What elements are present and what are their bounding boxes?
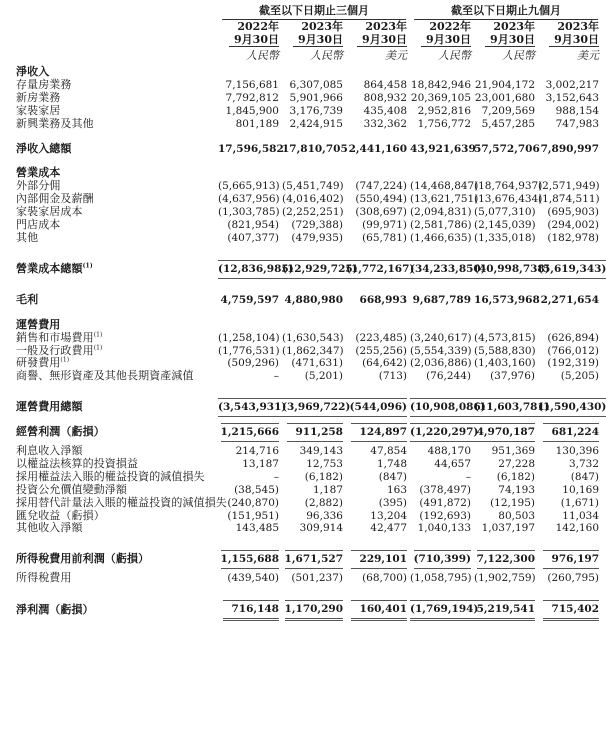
- row-label: 營業成本總額$^{(1)}$: [16, 261, 93, 275]
- col-currency: 美元: [346, 46, 410, 66]
- value-cell: 47,854: [370, 445, 408, 458]
- value-cell: –: [465, 470, 472, 483]
- value-cell: 214,716: [235, 445, 279, 458]
- value-cell: (1,335,018): [474, 231, 536, 244]
- statement-row-impairment-goodwill: [2, 370, 602, 383]
- statement-row-gross-profit: [2, 294, 602, 307]
- statement-row-total-opex: [2, 395, 602, 420]
- value-cell: (11,603,781): [474, 395, 538, 420]
- value-cell: (34,233,850): [410, 257, 474, 282]
- row-label: 採用權益法入賬的權益投資的減值損失: [16, 469, 205, 483]
- value-cell: 911,258: [282, 420, 346, 445]
- value-cell: (713): [378, 370, 408, 383]
- row-label: 商譽、無形資產及其他長期資產減值: [16, 369, 194, 383]
- statement-row-g-and-a: [2, 345, 602, 358]
- value-cell: 42,477: [370, 522, 408, 535]
- value-cell: 3,732: [568, 457, 600, 470]
- value-cell: 3,176,739: [289, 104, 343, 117]
- value-cell: 43,921,639: [410, 142, 476, 155]
- value-cell: (1,862,347): [282, 344, 344, 357]
- row-label: 一般及行政費用$^{(1)}$: [16, 343, 103, 357]
- value-cell: 1,215,666: [218, 420, 282, 445]
- value-cell: (151,951): [227, 509, 279, 522]
- value-cell: 9,687,789: [412, 293, 472, 306]
- value-cell: (68,700): [362, 572, 408, 585]
- row-label: 經營利潤（虧損）: [16, 425, 105, 439]
- value-cell: 16,573,968: [474, 293, 540, 306]
- value-cell: 18,842,946: [410, 78, 472, 91]
- value-cell: 1,170,290: [282, 597, 346, 624]
- value-cell: 160,401: [346, 597, 410, 624]
- value-cell: (395): [378, 496, 408, 509]
- row-label: 毛利: [16, 292, 39, 306]
- value-cell: 4,880,980: [284, 293, 343, 306]
- value-cell: 864,458: [363, 78, 408, 91]
- row-label: 外部分佣: [16, 179, 61, 193]
- value-cell: 5,219,541: [474, 597, 538, 624]
- value-cell: (76,244): [426, 370, 472, 383]
- value-cell: (5,201): [304, 370, 343, 383]
- statement-row-emerging: [2, 118, 602, 131]
- value-cell: 808,932: [363, 91, 408, 104]
- value-cell: 1,037,197: [481, 522, 536, 535]
- row-label: 所得稅費用前利潤（虧損）: [16, 552, 150, 566]
- value-cell: (294,002): [547, 219, 600, 232]
- section-heading: 運營費用: [16, 317, 61, 331]
- statement-row-renovation-cost: [2, 206, 602, 219]
- value-cell: 6,307,085: [289, 78, 343, 91]
- col-date: 9月30日: [490, 33, 536, 46]
- value-cell: 7,792,812: [225, 91, 279, 104]
- value-cell: (6,182): [304, 470, 343, 483]
- statement-row-income-tax: [2, 572, 602, 585]
- col-currency: 人民幣: [282, 46, 346, 66]
- statement-row-new-home: [2, 92, 602, 105]
- row-label: 匯兌收益（虧損）: [16, 508, 105, 522]
- value-cell: 80,503: [498, 509, 536, 522]
- value-cell: (550,494): [355, 193, 408, 206]
- statement-row-other-cost: [2, 232, 602, 245]
- value-cell: (13,676,434): [474, 193, 543, 206]
- value-cell: (14,468,847): [410, 180, 479, 193]
- value-cell: 10,169: [562, 483, 600, 496]
- value-cell: (182,978): [547, 231, 600, 244]
- value-cell: 17,596,582: [218, 142, 284, 155]
- value-cell: (192,319): [547, 357, 600, 370]
- row-label: 淨利潤（虧損）: [16, 603, 94, 617]
- value-cell: 163: [386, 483, 408, 496]
- value-cell: (5,077,310): [474, 206, 536, 219]
- value-cell: 715,402: [538, 597, 602, 624]
- value-cell: 7,122,300: [474, 547, 538, 572]
- value-cell: 21,904,172: [474, 78, 536, 91]
- value-cell: (2,145,039): [474, 219, 536, 232]
- value-cell: 1,671,527: [282, 547, 346, 572]
- value-cell: (308,697): [355, 206, 408, 219]
- row-label: 投資公允價值變動淨額: [16, 482, 127, 496]
- col-date: 9月30日: [298, 33, 343, 46]
- col-date: 9月30日: [426, 33, 472, 46]
- value-cell: (4,016,402): [282, 193, 344, 206]
- col-year: 2023年: [365, 20, 408, 33]
- value-cell: 27,228: [498, 457, 536, 470]
- value-cell: 23,001,680: [474, 91, 536, 104]
- value-cell: (4,637,956): [218, 193, 280, 206]
- value-cell: 13,187: [242, 457, 279, 470]
- value-cell: (99,971): [362, 219, 408, 232]
- value-cell: (1,902,759): [474, 572, 536, 585]
- section-heading: 淨收入: [16, 65, 50, 78]
- value-cell: (223,485): [355, 331, 408, 344]
- row-label: 淨收入總額: [16, 141, 72, 155]
- row-label: 其他: [16, 230, 39, 244]
- value-cell: (40,998,738): [474, 257, 538, 282]
- col-currency: 人民幣: [218, 46, 282, 66]
- value-cell: (471,631): [291, 357, 343, 370]
- value-cell: (847): [570, 470, 600, 483]
- value-cell: 1,845,900: [225, 104, 279, 117]
- value-cell: (2,571,949): [538, 180, 600, 193]
- value-cell: (65,781): [362, 231, 408, 244]
- statement-row-net-profit: [2, 597, 602, 624]
- value-cell: (2,036,886): [410, 357, 472, 370]
- statement-row-total-net-revenue: [2, 143, 602, 156]
- section-heading-row: [2, 66, 602, 79]
- value-cell: (5,619,343): [538, 257, 602, 282]
- value-cell: (1,303,785): [218, 206, 280, 219]
- row-label: 存量房業務: [16, 77, 72, 91]
- value-cell: 142,160: [555, 522, 600, 535]
- row-label: 銷售和市場費用$^{(1)}$: [16, 330, 103, 344]
- row-label: 內部佣金及薪酬: [16, 192, 94, 206]
- value-cell: 229,101: [346, 547, 410, 572]
- value-cell: (3,969,722): [282, 395, 346, 420]
- value-cell: –: [273, 470, 279, 483]
- row-label: 門店成本: [16, 218, 61, 232]
- income-statement-table: [2, 2, 606, 624]
- value-cell: 4,970,187: [474, 420, 538, 445]
- value-cell: (695,903): [547, 206, 600, 219]
- value-cell: 2,271,654: [540, 293, 600, 306]
- value-cell: 20,369,105: [410, 91, 472, 104]
- value-cell: 5,901,966: [289, 91, 343, 104]
- value-cell: 12,753: [306, 457, 343, 470]
- statement-row-existing-home: [2, 79, 602, 92]
- value-cell: (192,693): [419, 509, 472, 522]
- value-cell: (847): [378, 470, 408, 483]
- value-cell: 801,189: [235, 117, 279, 130]
- value-cell: (378,497): [419, 483, 472, 496]
- value-cell: (5,665,913): [218, 180, 280, 193]
- value-cell: (1,630,543): [282, 331, 344, 344]
- value-cell: (1,776,531): [218, 344, 280, 357]
- statement-row-total-cost: [2, 257, 602, 282]
- value-cell: (5,588,830): [474, 344, 536, 357]
- value-cell: 2,441,160: [348, 142, 408, 155]
- value-cell: (1,466,635): [410, 231, 472, 244]
- value-cell: 130,396: [555, 445, 600, 458]
- row-label: 採用替代計量法入賬的權益投資的減值損失: [16, 495, 227, 509]
- value-cell: (1,058,795): [410, 572, 472, 585]
- value-cell: (710,399): [410, 547, 474, 572]
- value-cell: (255,256): [355, 344, 408, 357]
- value-cell: 435,408: [363, 104, 408, 117]
- row-label: 以權益法核算的投資損益: [16, 456, 139, 470]
- value-cell: (729,388): [291, 219, 343, 232]
- value-cell: (407,377): [227, 231, 279, 244]
- value-cell: (2,581,786): [410, 219, 472, 232]
- row-label: 利息收入淨額: [16, 444, 83, 458]
- value-cell: 124,897: [346, 420, 410, 445]
- statement-row-operating-profit: [2, 420, 602, 445]
- value-cell: 143,485: [235, 522, 279, 535]
- value-cell: (2,882): [304, 496, 343, 509]
- value-cell: 681,224: [538, 420, 602, 445]
- statement-row-store-cost: [2, 219, 602, 232]
- value-cell: (3,240,617): [410, 331, 472, 344]
- value-cell: 1,748: [376, 457, 408, 470]
- value-cell: 976,197: [538, 547, 602, 572]
- statement-row-pretax: [2, 547, 602, 572]
- row-label: 新房業務: [16, 90, 61, 104]
- row-label: 運營費用總額: [16, 400, 83, 414]
- value-cell: (1,220,297): [410, 420, 474, 445]
- col-currency: 美元: [538, 46, 602, 66]
- value-cell: 44,657: [434, 457, 472, 470]
- value-cell: (1,590,430): [538, 395, 602, 420]
- col-year: 2023年: [493, 20, 536, 33]
- value-cell: (64,642): [362, 357, 408, 370]
- value-cell: 13,204: [370, 509, 408, 522]
- value-cell: (12,195): [490, 496, 536, 509]
- value-cell: 1,040,133: [417, 522, 472, 535]
- value-cell: (501,237): [291, 572, 343, 585]
- row-label: 其他收入淨額: [16, 521, 83, 535]
- section-heading: 營業成本: [16, 166, 61, 180]
- value-cell: (439,540): [227, 572, 279, 585]
- value-cell: (5,205): [560, 370, 600, 383]
- value-cell: (3,543,931): [218, 395, 282, 420]
- value-cell: (1,874,511): [538, 193, 600, 206]
- value-cell: (240,870): [227, 496, 279, 509]
- value-cell: (5,451,749): [282, 180, 344, 193]
- value-cell: 1,756,772: [417, 117, 472, 130]
- section-heading-row: [2, 167, 602, 180]
- value-cell: (821,954): [227, 219, 279, 232]
- value-cell: 11,034: [562, 509, 600, 522]
- value-cell: (2,252,251): [282, 206, 344, 219]
- statement-row-fx: [2, 510, 602, 523]
- value-cell: (479,935): [291, 231, 343, 244]
- value-cell: 17,810,705: [282, 142, 348, 155]
- value-cell: (5,554,339): [410, 344, 472, 357]
- value-cell: (1,258,104): [218, 331, 280, 344]
- value-cell: (747,224): [355, 180, 408, 193]
- col-currency: 人民幣: [474, 46, 538, 66]
- col-currency: 人民幣: [410, 46, 474, 66]
- value-cell: (766,012): [547, 344, 600, 357]
- col-date: 9月30日: [362, 33, 408, 46]
- value-cell: (10,908,086): [410, 395, 474, 420]
- col-year: 2023年: [557, 20, 600, 33]
- value-cell: 7,209,569: [481, 104, 536, 117]
- value-cell: 332,362: [363, 117, 408, 130]
- value-cell: (38,545): [234, 483, 279, 496]
- col-date: 9月30日: [234, 33, 279, 46]
- value-cell: (6,182): [496, 470, 536, 483]
- value-cell: (1,772,167): [346, 257, 410, 282]
- value-cell: 668,993: [359, 293, 408, 306]
- value-cell: (1,769,194): [410, 597, 474, 624]
- row-label: 研發費用$^{(1)}$: [16, 356, 70, 370]
- col-date: 9月30日: [554, 33, 600, 46]
- value-cell: (544,096): [346, 395, 410, 420]
- value-cell: 5,457,285: [481, 117, 536, 130]
- value-cell: (2,094,831): [410, 206, 472, 219]
- value-cell: –: [273, 370, 279, 383]
- value-cell: (4,573,815): [474, 331, 536, 344]
- statement-row-other-income: [2, 522, 602, 535]
- value-cell: (1,671): [560, 496, 600, 509]
- footnote-marker: (1): [93, 343, 103, 351]
- period-nine-months-header: 截至以下日期止九個月: [410, 2, 602, 20]
- footnote-marker: (1): [82, 262, 93, 270]
- col-year: 2022年: [237, 20, 279, 33]
- value-cell: (626,894): [547, 331, 600, 344]
- col-year: 2022年: [429, 20, 472, 33]
- value-cell: (491,872): [419, 496, 472, 509]
- value-cell: 988,154: [555, 104, 600, 117]
- value-cell: 747,983: [555, 117, 600, 130]
- value-cell: 3,152,643: [545, 91, 600, 104]
- value-cell: 96,336: [306, 509, 343, 522]
- value-cell: 57,572,706: [474, 142, 540, 155]
- row-label: 新興業務及其他: [16, 116, 94, 130]
- value-cell: (12,929,725): [282, 257, 346, 282]
- row-label: 家裝家居: [16, 103, 61, 117]
- value-cell: (18,764,937): [474, 180, 543, 193]
- period-three-months-header: 截至以下日期止三個月: [218, 2, 410, 20]
- value-cell: 1,187: [312, 483, 343, 496]
- value-cell: 1,155,688: [218, 547, 282, 572]
- value-cell: (37,976): [490, 370, 536, 383]
- value-cell: 7,156,681: [225, 78, 279, 91]
- statement-row-internal-commission: [2, 193, 602, 206]
- value-cell: 3,002,217: [545, 78, 600, 91]
- footnote-marker: (1): [60, 356, 70, 364]
- col-year: 2023年: [301, 20, 343, 33]
- row-label: 家裝家居成本: [16, 205, 83, 219]
- value-cell: 4,759,597: [220, 293, 279, 306]
- value-cell: (13,621,751): [410, 193, 479, 206]
- value-cell: 488,170: [427, 445, 472, 458]
- row-label: 所得稅費用: [16, 571, 72, 585]
- value-cell: (509,296): [227, 357, 279, 370]
- value-cell: 2,952,816: [417, 104, 472, 117]
- value-cell: 951,369: [491, 445, 536, 458]
- value-cell: 309,914: [299, 522, 343, 535]
- value-cell: (260,795): [547, 572, 600, 585]
- value-cell: 74,193: [498, 483, 536, 496]
- value-cell: 7,890,997: [540, 142, 600, 155]
- value-cell: 2,424,915: [289, 117, 343, 130]
- footnote-marker: (1): [93, 330, 103, 338]
- statement-body: [2, 65, 606, 624]
- value-cell: (1,403,160): [474, 357, 536, 370]
- value-cell: 349,143: [299, 445, 343, 458]
- value-cell: 716,148: [218, 597, 282, 624]
- value-cell: (12,836,985): [218, 257, 282, 282]
